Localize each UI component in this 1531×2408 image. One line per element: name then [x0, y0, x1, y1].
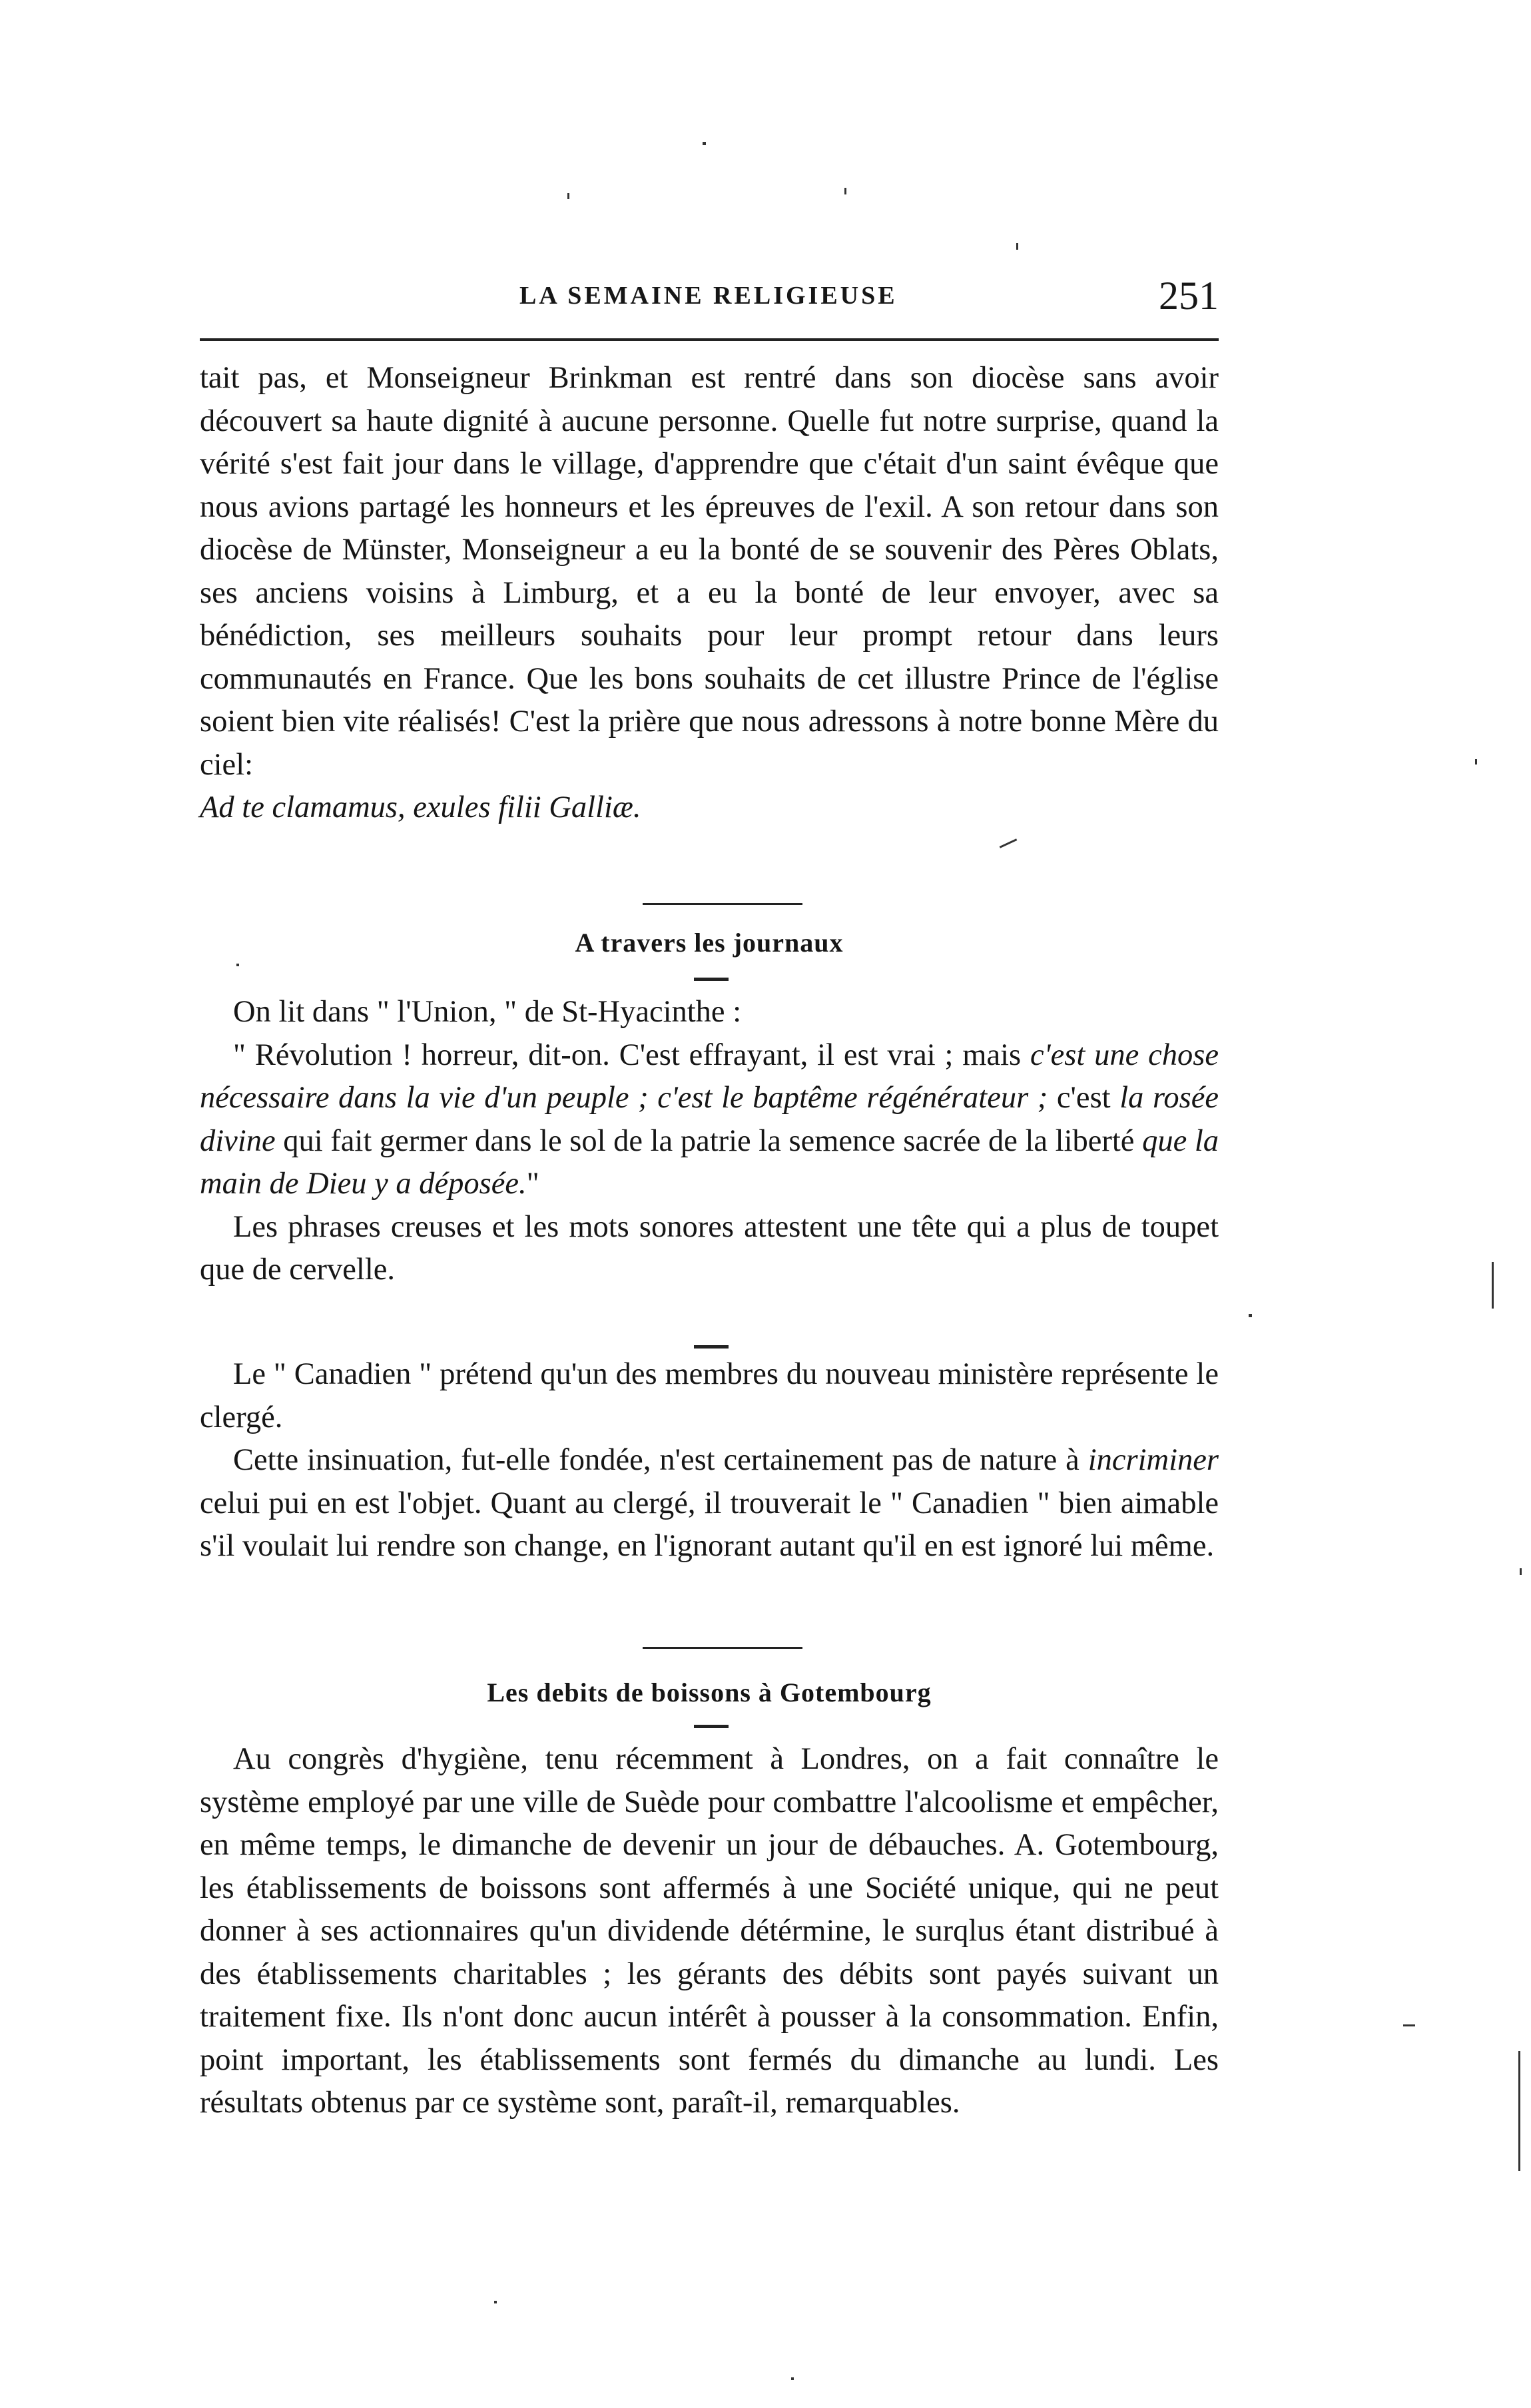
- quote-part: ": [526, 1167, 539, 1201]
- continuation-text: tait pas, et Monseigneur Brinkman est rentré dans son diocèse sans avoir découvert sa haute dignité à aucune personne. Quelle fut notre surprise, quand la vérité s'est fait jour dans le village, d'apprendre que c'était d'un saint évêque que nous avions partagé les honneurs et les épreuves de l'exil. A son retour dans son diocèse de Münster, Monseigneur a eu la bonté de se souvenir des Pères Oblats, ses anciens voisins à Limburg, et a eu la bonté de leur envoyer, avec sa bénédiction, ses meilleurs souhaits pour leur prompt retour dans leurs communautés en France. Que les bons souhaits de cet illustre Prince de l'église soient bien vite réalisés! C'est la prière que nous adressons à notre bonne Mère du ciel:: [200, 361, 1219, 782]
- para-part: celui pui en est l'objet. Quant au clergé, il trouverait le " Canadien " bien aimable s'il voulait lui rendre son change, en l'ignorant autant qu'il en est ignoré lui même.: [200, 1486, 1219, 1563]
- section-heading-boissons: Les debits de boissons à Gotembourg: [487, 1677, 932, 1707]
- quote-italic-part: la rosée divine: [200, 1081, 1219, 1158]
- scan-speck: [1518, 2051, 1520, 2171]
- quote-part: c'est: [1048, 1081, 1120, 1115]
- journaux-comment: Les phrases creuses et les mots sonores attestent une tête qui a plus de toupet que de cervelle.: [200, 1209, 1219, 1287]
- heading-dash: [694, 978, 729, 981]
- scan-speck: [1520, 1568, 1522, 1575]
- para-italic-part: incriminer: [1087, 1443, 1219, 1477]
- scan-speck: [1475, 759, 1477, 764]
- journaux-intro: On lit dans " l'Union, " de St-Hyacinthe :: [233, 995, 742, 1029]
- scan-speck: [1000, 838, 1018, 848]
- scan-speck: [236, 964, 239, 966]
- heading-dash: [694, 1725, 729, 1728]
- quote-part: " Révolution ! horreur, dit-on. C'est effrayant, il est vrai ; mais: [233, 1038, 1022, 1072]
- section-separator: [643, 1647, 802, 1649]
- quote-italic-part: c'est une chose nécessaire dans la vie d'un peuple ; c'est le baptême régénérateur ;: [200, 1038, 1219, 1115]
- continuation-closing-italic: Ad te clamamus, exules filii Galliæ.: [200, 790, 641, 824]
- scan-speck: [844, 188, 846, 194]
- scan-speck: [703, 142, 706, 145]
- scan-speck: [1403, 2024, 1415, 2026]
- scan-speck: [1492, 1262, 1494, 1309]
- continuation-paragraph: [200, 357, 1219, 830]
- page-number: 251: [1159, 274, 1219, 318]
- section-separator: [643, 903, 802, 905]
- boissons-block: [200, 1738, 1219, 2125]
- canadien-paragraph: Le " Canadien " prétend qu'un des membres du nouveau ministère représente le clergé.: [200, 1357, 1219, 1434]
- insinuation-paragraph: [200, 1439, 1219, 1568]
- item-dash: [694, 1345, 729, 1349]
- journaux-quote: [200, 1034, 1219, 1206]
- quote-italic-part: que la main de Dieu y a déposée.: [200, 1123, 1219, 1201]
- journaux-block-1: [200, 991, 1219, 1292]
- running-title: LA SEMAINE RELIGIEUSE: [519, 282, 898, 310]
- para-part: Cette insinuation, fut-elle fondée, n'est certainement pas de nature à: [233, 1443, 1088, 1477]
- scan-speck: [1249, 1314, 1252, 1317]
- running-header: [200, 273, 1219, 326]
- scan-speck: [567, 193, 569, 199]
- scan-speck: [494, 2301, 497, 2303]
- scan-speck: [791, 2377, 794, 2380]
- quote-part: qui fait germer dans le sol de la patrie la semence sacrée de la liberté: [275, 1123, 1143, 1158]
- section-heading-journaux: A travers les journaux: [575, 928, 844, 958]
- scan-speck: [1016, 243, 1018, 250]
- header-rule: [200, 338, 1219, 341]
- journaux-block-2: [200, 1353, 1219, 1568]
- boissons-paragraph: Au congrès d'hygiène, tenu récemment à Londres, on a fait connaître le système employé par une ville de Suède pour combattre l'alcoolisme et empêcher, en même temps, le dimanche de devenir un jour de débauches. A. Gotembourg, les établissements de boissons sont affermés à une Société unique, qui ne peut donner à ses actionnaires qu'un dividende détérmine, le surqlus étant distribué à des établissements charitables ; les gérants des débits sont payés suivant un traitement fixe. Ils n'ont donc aucun intérêt à pousser à la consommation. Enfin, point important, les établissements sont fermés du dimanche au lundi. Les résultats obtenus par ce système sont, paraît-il, remarquables.: [200, 1742, 1219, 2120]
